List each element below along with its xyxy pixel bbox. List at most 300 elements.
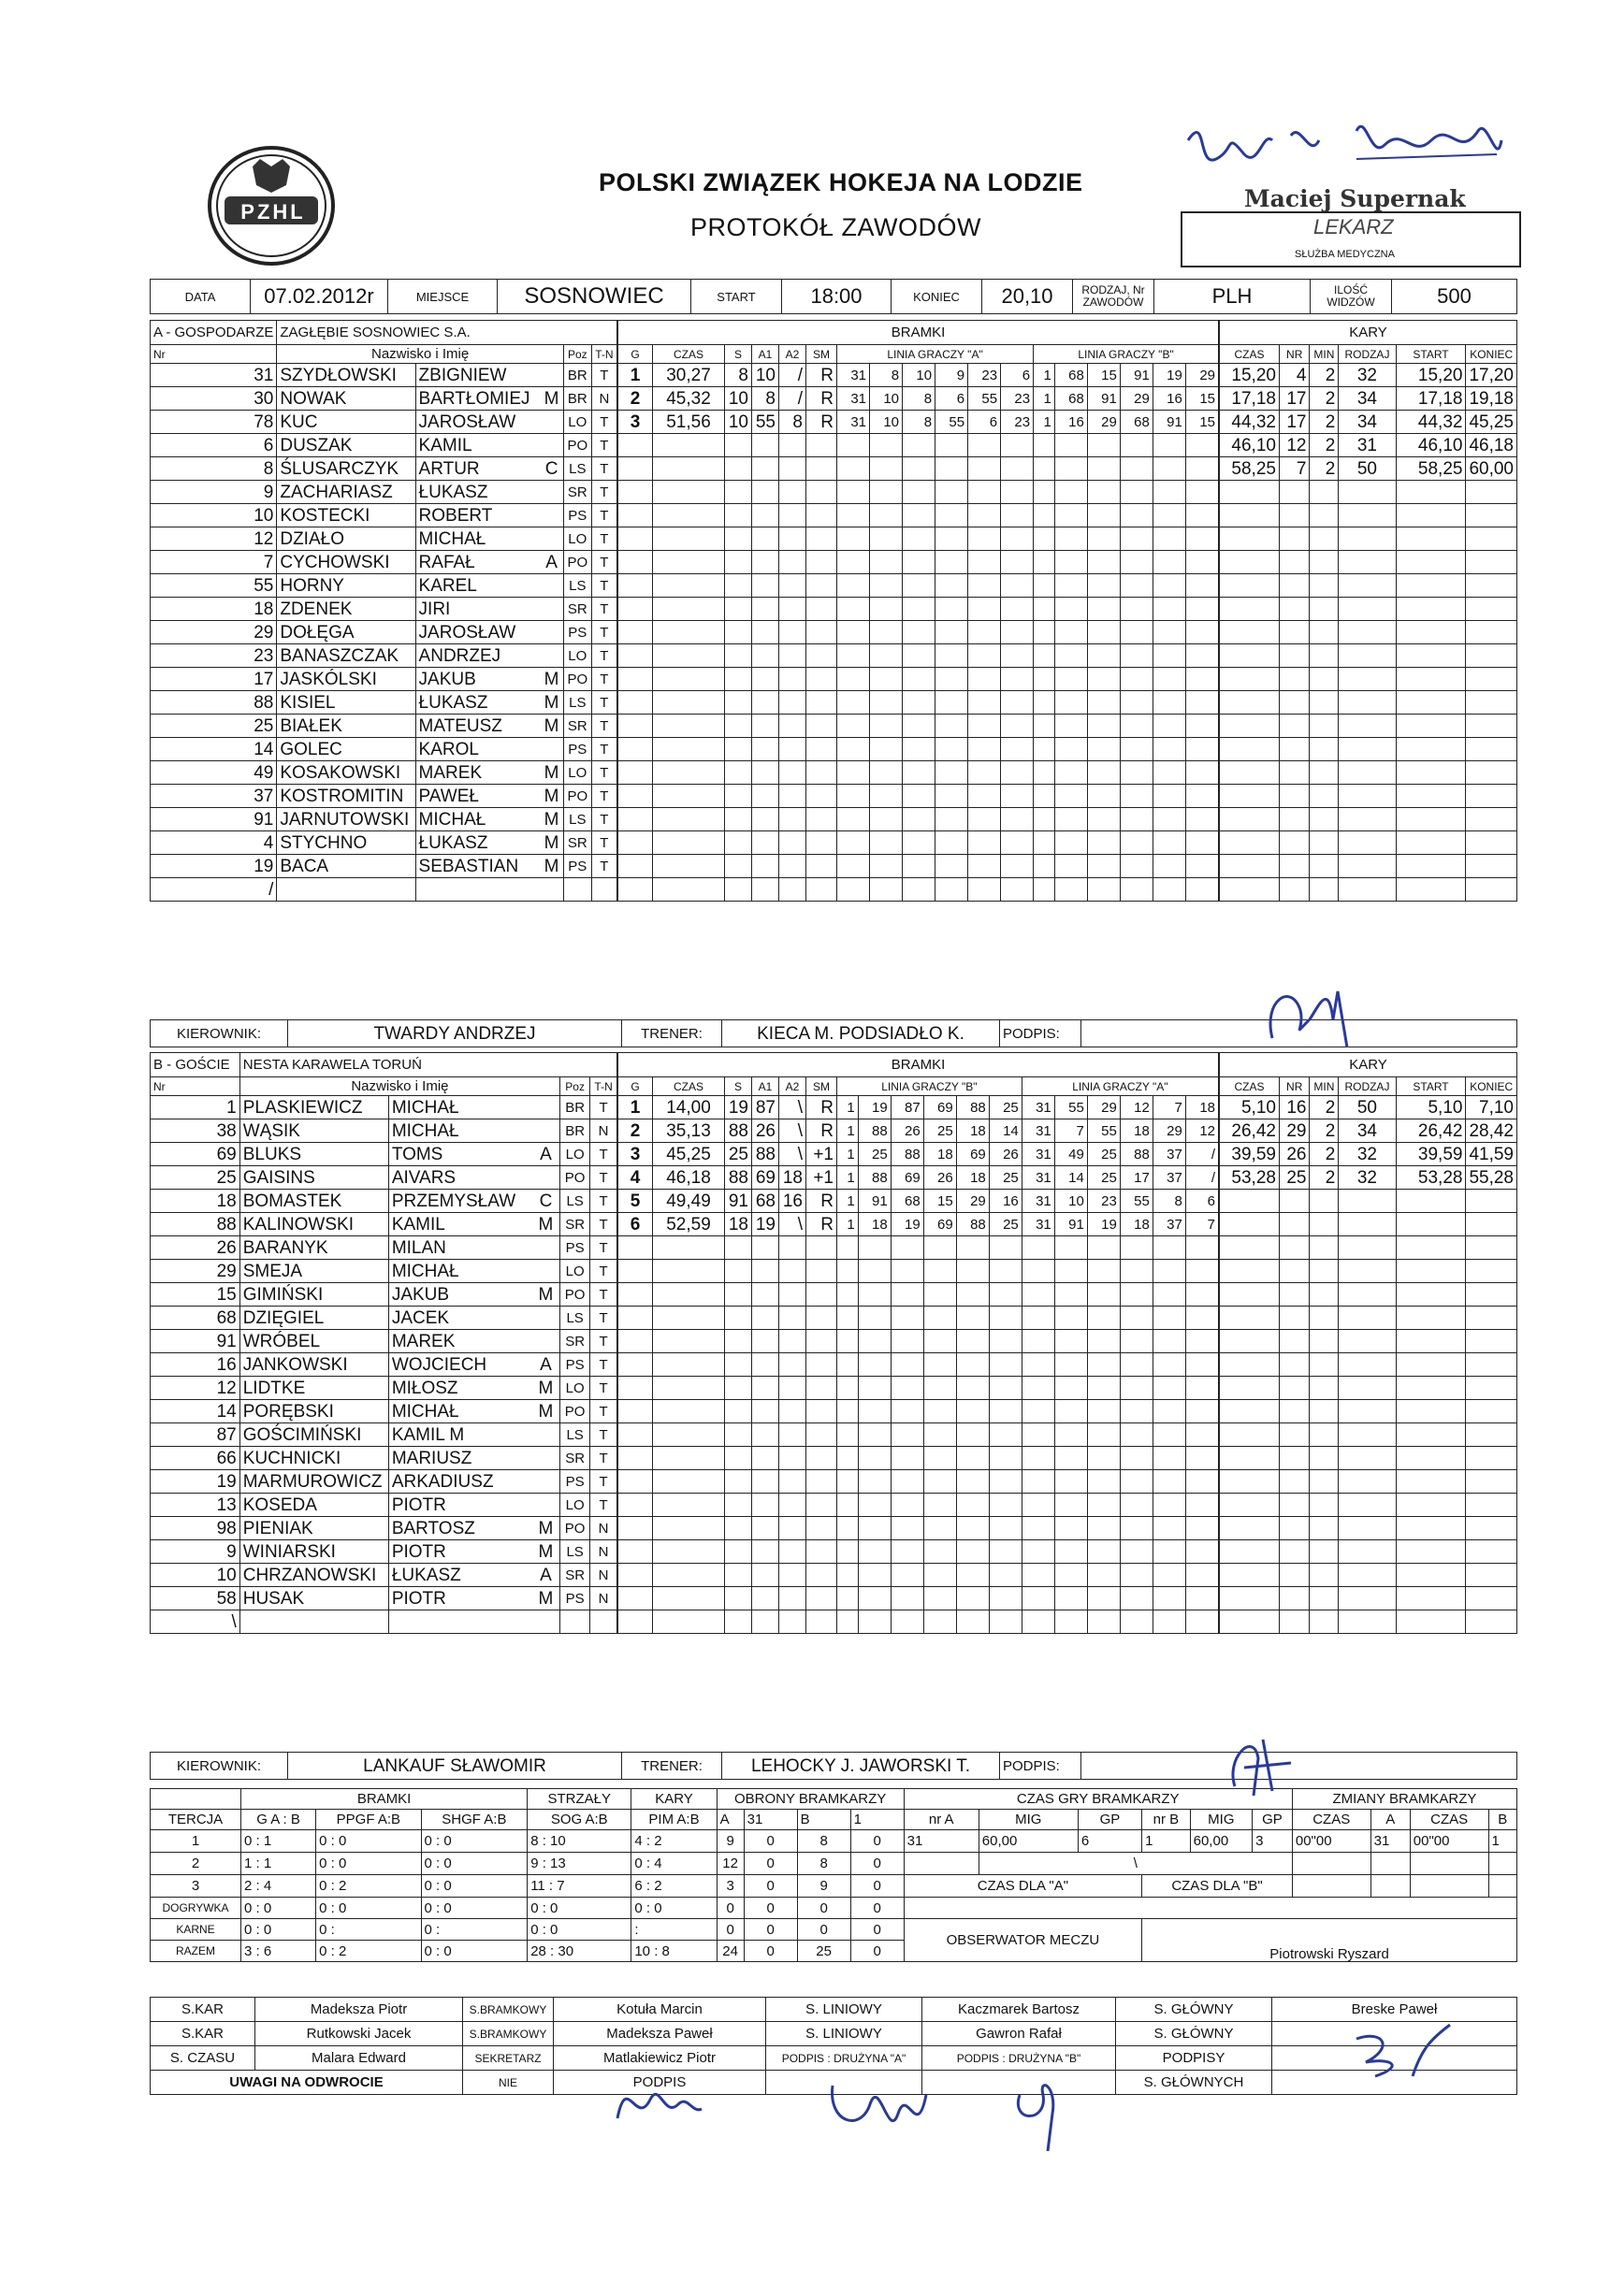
player-firstname: PAWEŁ	[415, 785, 540, 808]
penalty-cell: 7,10	[1466, 1096, 1517, 1119]
player-number: 23	[151, 644, 277, 668]
goal-cell	[870, 691, 903, 715]
goal-cell	[858, 1587, 891, 1610]
goal-cell	[779, 668, 806, 691]
summary-col-nra: nr A	[904, 1810, 979, 1830]
goal-cell	[618, 1236, 653, 1260]
penalty-cell	[1310, 1307, 1339, 1330]
summary-col-sog: SOG A:B	[528, 1810, 631, 1830]
goal-cell	[1087, 1353, 1120, 1377]
goal-row	[618, 668, 1219, 691]
goal-row	[618, 1353, 1219, 1377]
player-row	[151, 1610, 617, 1634]
penalty-cell	[1310, 1517, 1339, 1540]
penalty-cell	[1220, 761, 1280, 785]
goal-cell	[1153, 621, 1185, 644]
player-position: PS	[563, 738, 591, 761]
goal-cell	[837, 1540, 859, 1564]
penalty-cell	[1396, 527, 1466, 551]
penalty-cell: 41,59	[1466, 1143, 1517, 1166]
player-number: 30	[151, 387, 277, 411]
penalty-cell	[1220, 1423, 1280, 1447]
goals-header: BRAMKI	[618, 321, 1219, 345]
summary-head-zmiany: ZMIANY BRAMKARZY	[1292, 1789, 1516, 1810]
player-tn: T	[591, 527, 616, 551]
player-number: 88	[151, 1213, 240, 1236]
goal-cell: 31	[837, 387, 870, 411]
summary-col-z-a: A	[1370, 1810, 1410, 1830]
saves-cell: 0	[744, 1853, 797, 1875]
player-position: PS	[560, 1587, 590, 1610]
goal-cell	[1185, 504, 1218, 527]
goal-cell	[618, 481, 653, 504]
penalty-cell	[1339, 1517, 1396, 1540]
player-row	[151, 411, 617, 434]
goal-cell	[1120, 1236, 1153, 1260]
goal-cell	[725, 715, 752, 738]
player-surname: JARNUTOWSKI	[277, 808, 415, 831]
player-row	[151, 1096, 617, 1119]
goal-cell	[923, 1540, 956, 1564]
player-firstname: MICHAŁ	[388, 1400, 531, 1423]
player-number: 14	[151, 738, 277, 761]
goal-cell	[1153, 878, 1185, 902]
goal-cell	[1022, 1540, 1054, 1564]
penalty-cell	[1310, 855, 1339, 878]
goal-row	[618, 481, 1219, 504]
official-name: Kaczmarek Bartosz	[922, 1998, 1116, 2022]
period-label: DOGRYWKA	[151, 1898, 241, 1919]
penalty-cell	[1220, 1260, 1280, 1283]
goal-cell	[1054, 1330, 1087, 1353]
penalty-cell	[1466, 1330, 1517, 1353]
goal-cell	[1022, 1330, 1054, 1353]
player-role	[532, 1166, 560, 1190]
goal-cell	[752, 715, 779, 738]
player-role: A	[532, 1353, 560, 1377]
player-row	[151, 1470, 617, 1494]
goal-cell	[1054, 831, 1087, 855]
goal-cell	[806, 715, 837, 738]
summary-head-czasgry: CZAS GRY BRAMKARZY	[904, 1789, 1292, 1810]
player-firstname: AIVARS	[388, 1166, 531, 1190]
goal-cell	[752, 1307, 779, 1330]
goal-cell	[968, 761, 1001, 785]
goal-cell: 31	[1022, 1190, 1054, 1213]
goal-row	[618, 1587, 1219, 1610]
goalie-time-backslash: \	[979, 1853, 1292, 1875]
goal-cell: 14	[1054, 1166, 1087, 1190]
goal-cell	[837, 504, 870, 527]
saves-cell: 9	[797, 1875, 850, 1898]
goal-cell	[779, 551, 806, 574]
goal-cell	[968, 738, 1001, 761]
goal-cell: 10	[903, 364, 935, 387]
player-tn: N	[591, 387, 616, 411]
penalty-cell: 45,25	[1466, 411, 1517, 434]
goal-row	[618, 1213, 1219, 1236]
goal-cell: 1	[618, 1096, 653, 1119]
goal-cell	[1153, 527, 1185, 551]
player-role: M	[540, 785, 563, 808]
player-tn: T	[591, 621, 616, 644]
goal-cell	[968, 574, 1001, 598]
goal-cell	[923, 1447, 956, 1470]
goal-cell	[1153, 551, 1185, 574]
penalty-cell: 34	[1339, 1119, 1396, 1143]
goal-cell: 1	[618, 364, 653, 387]
goal-cell	[903, 715, 935, 738]
player-number: 68	[151, 1307, 240, 1330]
goal-cell	[935, 527, 968, 551]
penalty-cell	[1466, 855, 1517, 878]
goal-cell	[1185, 1517, 1218, 1540]
penalty-cell	[1396, 878, 1466, 902]
goal-cell	[903, 598, 935, 621]
player-role: A	[532, 1143, 560, 1166]
penalty-cell	[1279, 1587, 1310, 1610]
player-firstname: MARIUSZ	[388, 1447, 531, 1470]
goal-cell	[858, 1517, 891, 1540]
player-position: LO	[563, 411, 591, 434]
player-number: 17	[151, 668, 277, 691]
summary-col-ob-nr: 1	[850, 1810, 904, 1830]
blank	[1292, 1875, 1370, 1898]
goal-cell	[618, 1470, 653, 1494]
player-number: 18	[151, 1190, 240, 1213]
penalty-cell: 2	[1310, 411, 1339, 434]
penalty-cell	[1339, 551, 1396, 574]
team-b-manager: LANKAUF SŁAWOMIR	[288, 1753, 622, 1780]
penalty-cell	[1396, 481, 1466, 504]
penalty-cell	[1220, 1540, 1280, 1564]
goal-cell	[989, 1283, 1022, 1307]
goal-cell	[779, 831, 806, 855]
player-number: /	[151, 878, 277, 902]
goal-cell	[1153, 1400, 1185, 1423]
goal-cell	[1034, 668, 1055, 691]
goal-cell	[1054, 434, 1087, 457]
player-role: C	[532, 1190, 560, 1213]
penalty-row	[1220, 1423, 1517, 1447]
player-position: PO	[563, 551, 591, 574]
player-position: LO	[560, 1143, 590, 1166]
goal-cell	[1120, 1353, 1153, 1377]
penalty-cell	[1466, 1377, 1517, 1400]
goal-row	[618, 738, 1219, 761]
goal-row	[618, 574, 1219, 598]
goal-cell	[1001, 761, 1034, 785]
player-number: 25	[151, 1166, 240, 1190]
player-surname: MARMUROWICZ	[239, 1470, 388, 1494]
team-label: A - GOSPODARZE	[151, 321, 277, 345]
goal-cell	[779, 527, 806, 551]
penalty-cell: 46,10	[1220, 434, 1280, 457]
goal-cell	[1153, 715, 1185, 738]
penalty-cell	[1396, 668, 1466, 691]
goal-cell	[1054, 1260, 1087, 1283]
goal-cell	[956, 1447, 989, 1470]
player-firstname: MICHAŁ	[388, 1119, 531, 1143]
team-a-goals	[617, 320, 1219, 902]
penalty-cell: 7	[1279, 457, 1310, 481]
goal-cell	[752, 1610, 779, 1634]
period-label: KARNE	[151, 1919, 241, 1941]
goal-row	[618, 527, 1219, 551]
penalty-cell	[1220, 1517, 1280, 1540]
goal-cell	[1120, 504, 1153, 527]
official-label: S.BRAMKOWY	[463, 1998, 554, 2022]
goal-cell	[870, 738, 903, 761]
penalty-cell	[1310, 1236, 1339, 1260]
goal-cell	[858, 1283, 891, 1307]
penalty-cell	[1279, 1236, 1310, 1260]
goal-cell	[923, 1423, 956, 1447]
summary-pair: 0 : 0	[421, 1875, 528, 1898]
official-name: Madeksza Paweł	[554, 2022, 766, 2046]
player-row	[151, 1283, 617, 1307]
goal-cell: 18	[923, 1143, 956, 1166]
goal-cell	[989, 1470, 1022, 1494]
player-firstname: ANDRZEJ	[415, 644, 540, 668]
goal-cell	[806, 1564, 837, 1587]
goal-cell: 29	[1087, 1096, 1120, 1119]
player-tn: T	[591, 668, 616, 691]
goal-cell	[653, 1377, 725, 1400]
goal-cell: 10	[725, 411, 752, 434]
goal-cell	[1054, 1377, 1087, 1400]
goal-cell	[725, 504, 752, 527]
goal-row	[618, 808, 1219, 831]
summary-pair: 0 : 0	[421, 1853, 528, 1875]
goal-cell	[618, 1423, 653, 1447]
penalty-cell	[1220, 691, 1280, 715]
goal-cell: 6	[1185, 1190, 1218, 1213]
player-number: 12	[151, 1377, 240, 1400]
penalty-cell	[1220, 1447, 1280, 1470]
goal-cell	[1185, 1540, 1218, 1564]
goal-cell	[1153, 574, 1185, 598]
penalty-cell	[1396, 598, 1466, 621]
blank	[904, 1898, 1516, 1919]
summary-pair: 0 : 0	[241, 1898, 316, 1919]
goal-cell	[1054, 808, 1087, 831]
penalty-row	[1220, 1236, 1517, 1260]
goal-cell	[618, 434, 653, 457]
goal-cell	[903, 551, 935, 574]
goal-cell	[870, 481, 903, 504]
penalty-cell	[1466, 1423, 1517, 1447]
player-row	[151, 738, 617, 761]
col-name: Nazwisko i Imię	[277, 345, 563, 364]
goal-cell: 10	[870, 411, 903, 434]
saves-cell: 0	[744, 1830, 797, 1853]
goal-cell	[923, 1307, 956, 1330]
penalty-cell	[1279, 1423, 1310, 1447]
goal-cell	[1087, 644, 1120, 668]
player-surname: GOLEC	[277, 738, 415, 761]
goal-cell	[870, 457, 903, 481]
goal-cell	[653, 1260, 725, 1283]
blank	[1488, 1853, 1516, 1875]
penalty-cell	[1396, 1190, 1466, 1213]
goal-cell: 49,49	[653, 1190, 725, 1213]
player-tn: T	[591, 574, 616, 598]
penalty-cell	[1339, 1470, 1396, 1494]
player-role	[540, 434, 563, 457]
summary-head-kary: KARY	[631, 1789, 717, 1810]
player-surname	[239, 1610, 388, 1634]
player-number: 31	[151, 364, 277, 387]
goal-cell	[1153, 1517, 1185, 1540]
head-referees-label: S. GŁÓWNYCH	[1116, 2071, 1272, 2095]
team-a-coach: KIECA M. PODSIADŁO K.	[722, 1020, 1000, 1047]
signature-team-a	[814, 2058, 945, 2151]
goal-cell	[653, 457, 725, 481]
player-role	[540, 878, 563, 902]
player-firstname: ŁUKASZ	[415, 691, 540, 715]
penalty-cell	[1279, 1470, 1310, 1494]
player-role	[532, 1610, 560, 1634]
goal-cell	[1153, 691, 1185, 715]
goal-row	[618, 1166, 1219, 1190]
player-role: M	[540, 855, 563, 878]
goal-cell	[725, 785, 752, 808]
match-info-row	[150, 279, 1517, 314]
penalty-cell	[1310, 1610, 1339, 1634]
goal-cell: 23	[1001, 411, 1034, 434]
goal-row	[618, 761, 1219, 785]
penalty-cell	[1396, 1236, 1466, 1260]
penalty-cell	[1310, 574, 1339, 598]
summary-col-gp2: GP	[1253, 1810, 1293, 1830]
goal-cell	[923, 1236, 956, 1260]
goal-cell	[779, 1540, 806, 1564]
penalty-cell	[1396, 691, 1466, 715]
penalty-cell	[1220, 1190, 1280, 1213]
goal-cell	[837, 527, 870, 551]
signature-team-a-coach	[1254, 963, 1394, 1057]
col-k-start: START	[1396, 1077, 1466, 1096]
penalty-cell	[1279, 1377, 1310, 1400]
goal-cell	[725, 1283, 752, 1307]
penalty-cell	[1220, 598, 1280, 621]
player-tn: T	[590, 1190, 617, 1213]
goal-cell	[618, 1610, 653, 1634]
saves-cell: 24	[717, 1941, 744, 1962]
player-position: PS	[563, 621, 591, 644]
penalty-cell: 17	[1279, 387, 1310, 411]
summary-pair: 10 : 8	[631, 1941, 717, 1962]
goal-cell: /	[1185, 1166, 1218, 1190]
goal-cell	[752, 691, 779, 715]
col-nr: Nr	[151, 345, 277, 364]
summary-pair: 0 : 0	[631, 1898, 717, 1919]
penalty-cell	[1396, 761, 1466, 785]
goal-cell	[779, 1564, 806, 1587]
player-number: 6	[151, 434, 277, 457]
penalty-cell	[1339, 1587, 1396, 1610]
player-firstname: KAMIL	[415, 434, 540, 457]
goal-cell: 26	[752, 1119, 779, 1143]
goal-row	[618, 644, 1219, 668]
col-assist2: A2	[779, 1077, 806, 1096]
goal-row	[618, 1610, 1219, 1634]
player-row	[151, 504, 617, 527]
goal-cell: 19	[1153, 364, 1185, 387]
goal-cell: 30,27	[653, 364, 725, 387]
summary-pair: 0 : 0	[421, 1898, 528, 1919]
goal-cell	[891, 1610, 923, 1634]
goal-cell	[1001, 504, 1034, 527]
player-surname: DZIAŁO	[277, 527, 415, 551]
goal-cell	[891, 1353, 923, 1377]
goal-cell: 16	[1054, 411, 1087, 434]
goal-cell	[752, 1330, 779, 1353]
goal-cell: 12	[1120, 1096, 1153, 1119]
penalty-row	[1220, 457, 1517, 481]
penalty-cell	[1310, 1260, 1339, 1283]
goal-cell: 7	[1054, 1119, 1087, 1143]
goal-cell	[806, 1283, 837, 1307]
goal-cell: 35,13	[653, 1119, 725, 1143]
penalty-cell	[1466, 1190, 1517, 1213]
penalty-cell	[1339, 761, 1396, 785]
goal-cell	[956, 1330, 989, 1353]
player-firstname: MAREK	[388, 1330, 531, 1353]
penalty-row	[1220, 1517, 1517, 1540]
penalty-cell	[1279, 1260, 1310, 1283]
goal-cell	[903, 644, 935, 668]
goal-cell: 45,25	[653, 1143, 725, 1166]
player-position: PO	[560, 1400, 590, 1423]
goal-cell	[806, 1307, 837, 1330]
goal-cell	[858, 1236, 891, 1260]
goal-cell	[1022, 1494, 1054, 1517]
player-firstname: JAROSŁAW	[415, 621, 540, 644]
goal-cell	[618, 715, 653, 738]
goal-cell	[1120, 621, 1153, 644]
col-nr: Nr	[151, 1077, 240, 1096]
penalty-cell	[1310, 808, 1339, 831]
penalty-cell	[1339, 1400, 1396, 1423]
goal-cell	[1185, 1353, 1218, 1377]
goal-cell: 1	[1034, 411, 1055, 434]
goal-cell	[806, 831, 837, 855]
goal-cell: 25	[858, 1143, 891, 1166]
goal-cell	[1022, 1236, 1054, 1260]
goal-cell	[752, 598, 779, 621]
goal-cell	[725, 1423, 752, 1447]
goal-cell	[1087, 761, 1120, 785]
goal-cell: 25	[725, 1143, 752, 1166]
goal-cell: 16	[1153, 387, 1185, 411]
goal-cell	[989, 1353, 1022, 1377]
player-role	[540, 738, 563, 761]
goal-row	[618, 1447, 1219, 1470]
goalie-time-cell: 60,00	[1190, 1830, 1252, 1853]
goal-cell	[806, 1377, 837, 1400]
goal-cell	[725, 761, 752, 785]
goal-cell	[653, 527, 725, 551]
goal-cell	[935, 831, 968, 855]
penalty-cell	[1396, 1330, 1466, 1353]
player-surname: ZDENEK	[277, 598, 415, 621]
goal-cell: 16	[779, 1190, 806, 1213]
goal-cell	[1153, 1470, 1185, 1494]
summary-pair: 6 : 2	[631, 1875, 717, 1898]
goal-cell	[725, 1307, 752, 1330]
